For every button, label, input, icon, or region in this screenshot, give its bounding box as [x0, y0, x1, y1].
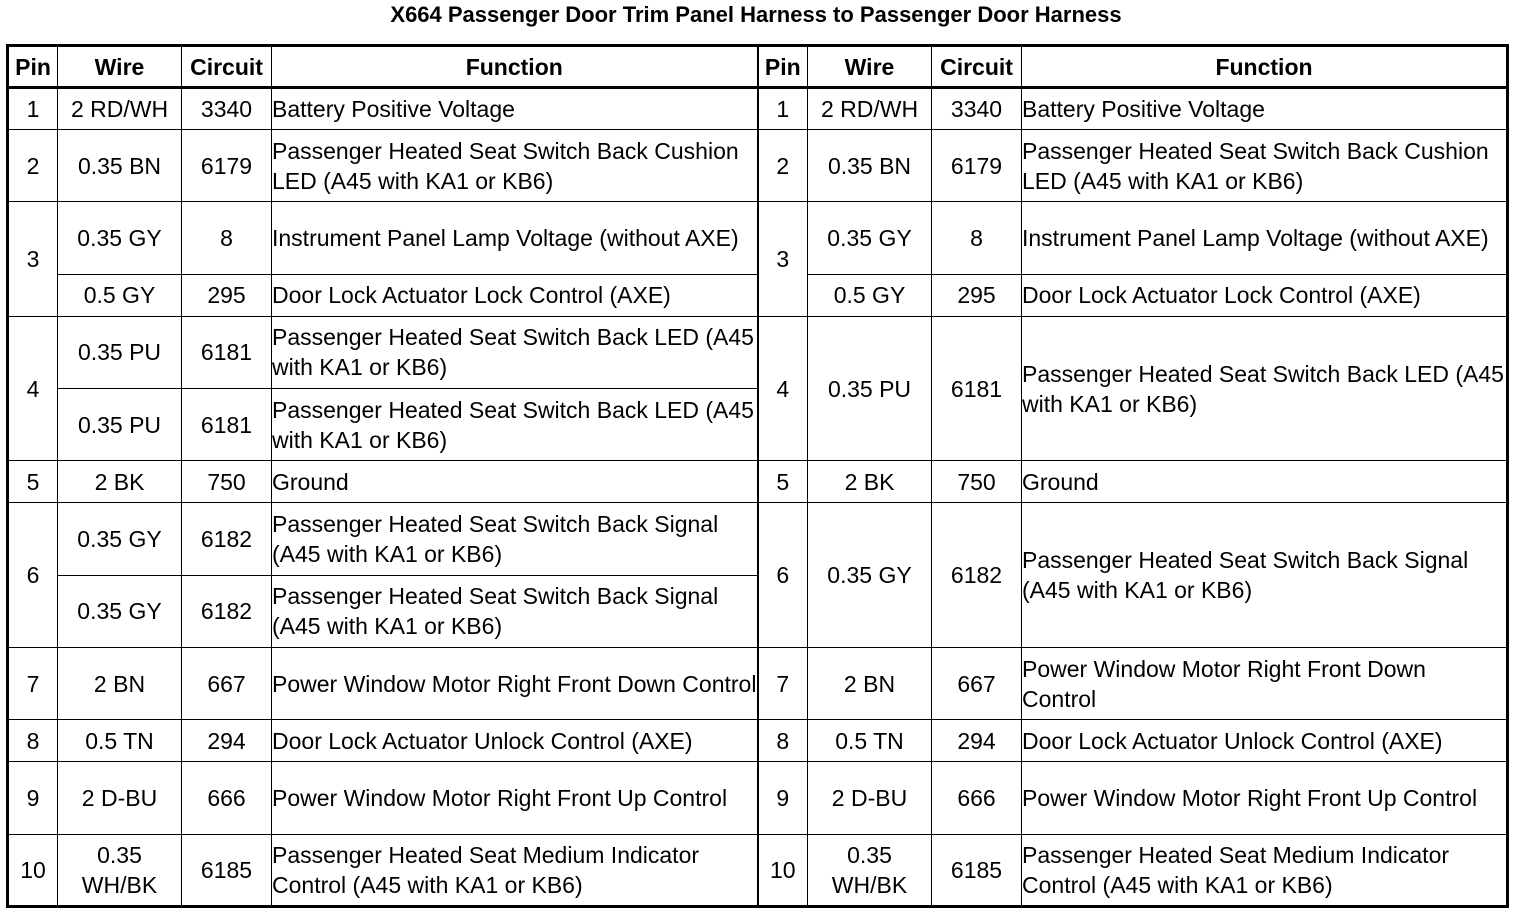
function-cell: Passenger Heated Seat Switch Back Signal (A45 with KA1 or KB6) [1022, 503, 1508, 648]
pin-cell: 1 [758, 88, 808, 130]
circuit-cell: 666 [932, 762, 1022, 834]
pin-cell: 3 [8, 202, 58, 316]
header-function: Function [272, 46, 758, 88]
wire-cell: 0.35 GY [58, 202, 182, 274]
circuit-cell: 3340 [932, 88, 1022, 130]
circuit-cell: 6181 [182, 316, 272, 388]
circuit-cell: 6181 [182, 389, 272, 461]
function-cell: Power Window Motor Right Front Up Control [272, 762, 758, 834]
pin-cell: 6 [758, 503, 808, 648]
pin-cell: 10 [758, 834, 808, 906]
pin-cell: 8 [758, 720, 808, 762]
pin-cell: 4 [758, 316, 808, 461]
header-pin: Pin [8, 46, 58, 88]
pin-cell: 9 [758, 762, 808, 834]
wire-cell: 0.35 BN [808, 130, 932, 202]
wire-cell: 0.5 GY [58, 274, 182, 316]
function-cell: Battery Positive Voltage [272, 88, 758, 130]
wire-cell: 2 BN [808, 647, 932, 719]
wire-cell: 2 BK [808, 461, 932, 503]
circuit-cell: 294 [182, 720, 272, 762]
circuit-cell: 666 [182, 762, 272, 834]
function-cell: Ground [272, 461, 758, 503]
pin-cell: 9 [8, 762, 58, 834]
page-title: X664 Passenger Door Trim Panel Harness to Passenger Door Harness [390, 2, 1122, 27]
pin-cell: 7 [758, 647, 808, 719]
pin-cell: 7 [8, 647, 58, 719]
circuit-cell: 667 [182, 647, 272, 719]
header-wire: Wire [58, 46, 182, 88]
function-cell: Ground [1022, 461, 1508, 503]
pin-cell: 6 [8, 503, 58, 648]
function-cell: Power Window Motor Right Front Up Control [1022, 762, 1508, 834]
wire-cell: 2 D-BU [58, 762, 182, 834]
function-cell: Door Lock Actuator Unlock Control (AXE) [272, 720, 758, 762]
circuit-cell: 3340 [182, 88, 272, 130]
function-cell: Instrument Panel Lamp Voltage (without AXE) [272, 202, 758, 274]
function-cell: Passenger Heated Seat Switch Back Signal (A45 with KA1 or KB6) [272, 575, 758, 647]
wire-cell: 0.35 GY [58, 503, 182, 575]
wire-cell: 0.5 TN [808, 720, 932, 762]
function-cell: Door Lock Actuator Unlock Control (AXE) [1022, 720, 1508, 762]
circuit-cell: 6179 [182, 130, 272, 202]
circuit-cell: 667 [932, 647, 1022, 719]
wire-cell: 2 BN [58, 647, 182, 719]
function-cell: Battery Positive Voltage [1022, 88, 1508, 130]
table-row [8, 130, 1508, 202]
pin-cell: 2 [8, 130, 58, 202]
circuit-cell: 295 [932, 274, 1022, 316]
function-cell: Passenger Heated Seat Medium Indicator Control (A45 with KA1 or KB6) [272, 834, 758, 906]
wire-cell: 0.35 GY [808, 202, 932, 274]
table-row [8, 647, 1508, 719]
table-row [8, 316, 1508, 388]
wire-cell: 0.35 GY [808, 503, 932, 648]
circuit-cell: 750 [182, 461, 272, 503]
wire-cell: 0.35 WH/BK [808, 834, 932, 906]
table-row [8, 88, 1508, 130]
pin-cell: 4 [8, 316, 58, 461]
wire-cell: 0.35 PU [58, 389, 182, 461]
function-cell: Door Lock Actuator Lock Control (AXE) [1022, 274, 1508, 316]
circuit-cell: 6179 [932, 130, 1022, 202]
function-cell: Passenger Heated Seat Switch Back Cushion LED (A45 with KA1 or KB6) [272, 130, 758, 202]
function-cell: Power Window Motor Right Front Down Control [1022, 647, 1508, 719]
pin-cell: 10 [8, 834, 58, 906]
header-wire: Wire [808, 46, 932, 88]
wire-cell: 2 D-BU [808, 762, 932, 834]
function-cell: Passenger Heated Seat Switch Back LED (A45 with KA1 or KB6) [272, 316, 758, 388]
function-cell: Passenger Heated Seat Switch Back LED (A45 with KA1 or KB6) [272, 389, 758, 461]
circuit-cell: 6182 [932, 503, 1022, 648]
table-row [8, 503, 1508, 575]
circuit-cell: 6182 [182, 575, 272, 647]
wire-cell: 0.5 TN [58, 720, 182, 762]
circuit-cell: 294 [932, 720, 1022, 762]
wire-cell: 2 RD/WH [58, 88, 182, 130]
table-row [8, 720, 1508, 762]
pin-cell: 2 [758, 130, 808, 202]
wire-cell: 0.35 PU [58, 316, 182, 388]
header-row [8, 46, 1508, 88]
pin-cell: 1 [8, 88, 58, 130]
function-cell: Passenger Heated Seat Switch Back LED (A45 with KA1 or KB6) [1022, 316, 1508, 461]
wire-cell: 2 BK [58, 461, 182, 503]
wire-cell: 0.35 BN [58, 130, 182, 202]
wire-cell: 0.35 GY [58, 575, 182, 647]
table-row [8, 461, 1508, 503]
wire-cell: 2 RD/WH [808, 88, 932, 130]
circuit-cell: 8 [182, 202, 272, 274]
header-circuit: Circuit [932, 46, 1022, 88]
pin-cell: 8 [8, 720, 58, 762]
function-cell: Door Lock Actuator Lock Control (AXE) [272, 274, 758, 316]
circuit-cell: 6182 [182, 503, 272, 575]
circuit-cell: 6185 [932, 834, 1022, 906]
circuit-cell: 295 [182, 274, 272, 316]
header-function: Function [1022, 46, 1508, 88]
header-circuit: Circuit [182, 46, 272, 88]
pin-cell: 5 [8, 461, 58, 503]
function-cell: Passenger Heated Seat Switch Back Cushion LED (A45 with KA1 or KB6) [1022, 130, 1508, 202]
circuit-cell: 6181 [932, 316, 1022, 461]
circuit-cell: 750 [932, 461, 1022, 503]
function-cell: Passenger Heated Seat Switch Back Signal (A45 with KA1 or KB6) [272, 503, 758, 575]
pin-cell: 3 [758, 202, 808, 316]
pin-cell: 5 [758, 461, 808, 503]
table-row [8, 202, 1508, 274]
function-cell: Instrument Panel Lamp Voltage (without AXE) [1022, 202, 1508, 274]
table-row [8, 762, 1508, 834]
circuit-cell: 6185 [182, 834, 272, 906]
header-pin: Pin [758, 46, 808, 88]
function-cell: Power Window Motor Right Front Down Control [272, 647, 758, 719]
connector-pinout-table [6, 44, 1509, 908]
circuit-cell: 8 [932, 202, 1022, 274]
table-row [8, 834, 1508, 906]
wire-cell: 0.35 WH/BK [58, 834, 182, 906]
wire-cell: 0.35 PU [808, 316, 932, 461]
wire-cell: 0.5 GY [808, 274, 932, 316]
function-cell: Passenger Heated Seat Medium Indicator Control (A45 with KA1 or KB6) [1022, 834, 1508, 906]
